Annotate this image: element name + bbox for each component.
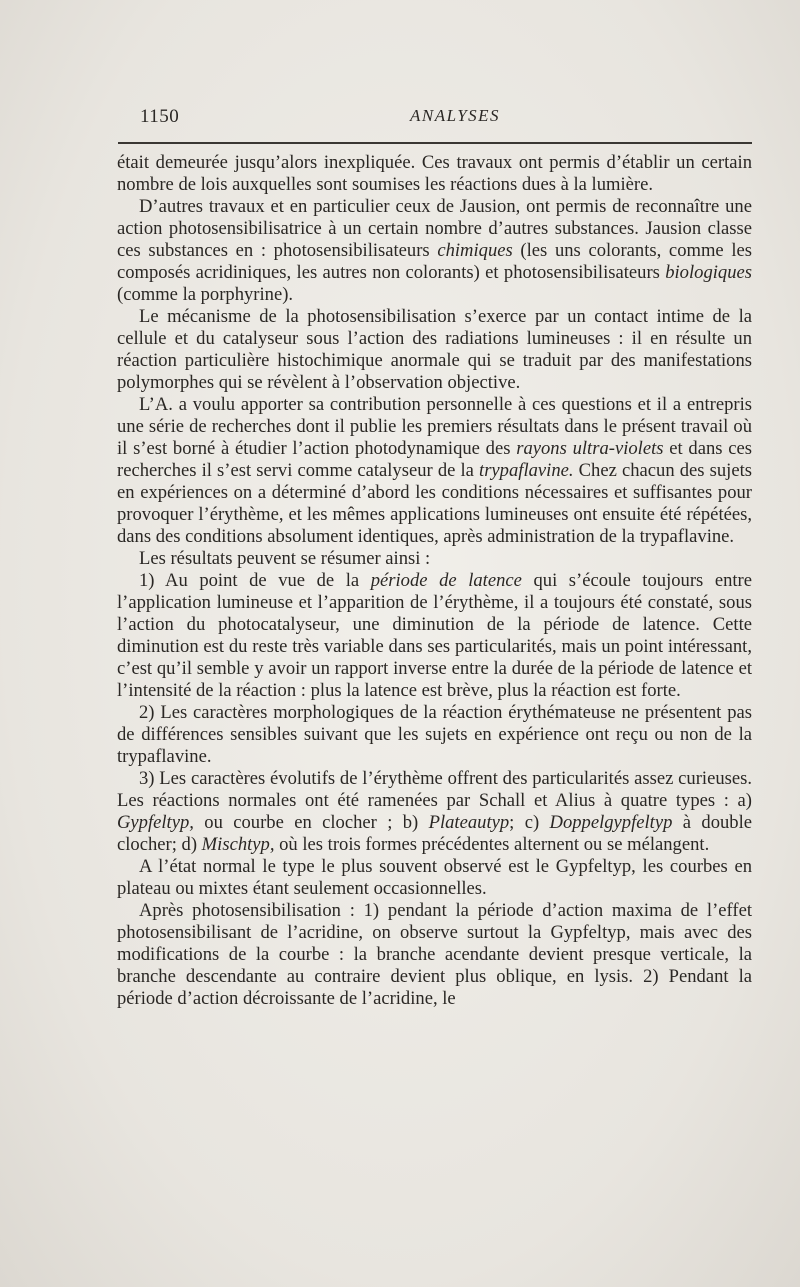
- paragraph: [117, 196, 752, 306]
- paragraph: [117, 306, 752, 394]
- text-run: 2) Les caractères morphologiques de la réaction érythémateuse ne présentent pas de différences sensibles suivant que les sujets en expérience ont reçu ou non de la trypaflavine.: [117, 702, 752, 767]
- body-text: [117, 152, 752, 1010]
- header-rule: [118, 142, 752, 144]
- italic-text: Mischtyp,: [201, 834, 275, 855]
- text-run: L’A. a voulu apporter sa contribution personnelle à ces questions et il a entrepris une série de recherches dont il publie les premiers résultats dans le présent travail où il s’est borné à étudier l’action photodynamique des: [117, 394, 752, 459]
- page-number: 1150: [140, 106, 180, 127]
- text-run: Chez chacun des sujets en expériences on a déterminé d’abord les conditions nécessaires et suffisantes pour provoquer l’érythème, et les mêmes applications lumineuses ont ensuite été répétées, dans des conditions absolument identiques, après administration de la trypaflavine.: [117, 460, 752, 547]
- italic-text: trypaflavine.: [479, 460, 574, 481]
- paragraph: [117, 394, 752, 548]
- text-run: Le mécanisme de la photosensibilisation s’exerce par un contact intime de la cellule et du catalyseur sous l’action des radiations lumineuses : il en résulte un réaction particulière histochimique anormale qui se traduit par des manifestations polymorphes qui se révèlent à l’observation objective.: [117, 306, 752, 393]
- italic-text: Gypfeltyp,: [117, 812, 194, 833]
- italic-text: Doppelgypfeltyp: [549, 812, 673, 833]
- text-run: où les trois formes précédentes alternent ou se mélangent.: [274, 834, 710, 855]
- text-run: (comme la porphyrine).: [117, 284, 294, 305]
- italic-text: période de latence: [370, 570, 522, 591]
- italic-text: rayons ultra-violets: [516, 438, 664, 459]
- paragraph: [117, 548, 752, 570]
- italic-text: chimiques: [437, 240, 513, 261]
- text-run: ou courbe en clocher ; b): [193, 812, 429, 833]
- text-run: A l’état normal le type le plus souvent observé est le Gypfeltyp, les courbes en plateau ou mixtes étant seulement occasionnelles.: [117, 856, 752, 899]
- text-run: 3) Les caractères évolutifs de l’érythème offrent des particularités assez curieuses. Les réactions normales ont été ramenées par Schall et Alius à quatre types : a): [117, 768, 752, 811]
- text-run: Les résultats peuvent se résumer ainsi :: [139, 548, 431, 569]
- page-header: [140, 106, 752, 130]
- paragraph: [117, 152, 752, 196]
- text-run: ; c): [509, 812, 550, 833]
- text-run: et dans ces recherches il s’est servi comme catalyseur de la: [117, 438, 752, 481]
- text-run: Après photosensibilisation : 1) pendant la période d’action maxima de l’effet photosensibilisant de l’acridine, on observe surtout la Gypfeltyp, mais avec des modifications de la courbe : la branche acendante devient presque verticale, la branche descendante au contraire devient plus oblique, en lysis. 2) Pendant la période d’action décroissante de l’acridine, le: [117, 900, 752, 1009]
- text-run: était demeurée jusqu’alors inexpliquée. Ces travaux ont permis d’établir un certain nombre de lois auxquelles sont soumises les réactions dues à la lumière.: [117, 152, 752, 195]
- paragraph: [117, 702, 752, 768]
- paragraph: [117, 768, 752, 856]
- text-run: à double clocher; d): [117, 812, 752, 855]
- italic-text: biologiques: [665, 262, 752, 283]
- italic-text: Plateautyp: [428, 812, 510, 833]
- paragraph: [117, 570, 752, 702]
- text-run: D’autres travaux et en particulier ceux de Jausion, ont permis de reconnaître une action photosensibilisatrice à un certain nombre d’autres substances. Jausion classe ces substances en : photosensibilisateurs: [117, 196, 752, 261]
- text-run: 1) Au point de vue de la: [139, 570, 371, 591]
- text-run: qui s’écoule toujours entre l’application lumineuse et l’apparition de l’érythème, il a toujours été constaté, sous l’action du photocatalyseur, une diminution de la période de latence. Cette diminution est du reste très variable dans ses particularités, mais un point intéressant, c’est qu’il semble y avoir un rapport inverse entre la durée de la période de latence et l’intensité de la réaction : plus la latence est brève, plus la réaction est forte.: [117, 570, 752, 701]
- paragraph: [117, 900, 752, 1010]
- paragraph: [117, 856, 752, 900]
- running-title: ANALYSES: [410, 106, 501, 125]
- text-run: (les uns colorants, comme les composés acridiniques, les autres non colorants) et photosensibilisateurs: [117, 240, 752, 283]
